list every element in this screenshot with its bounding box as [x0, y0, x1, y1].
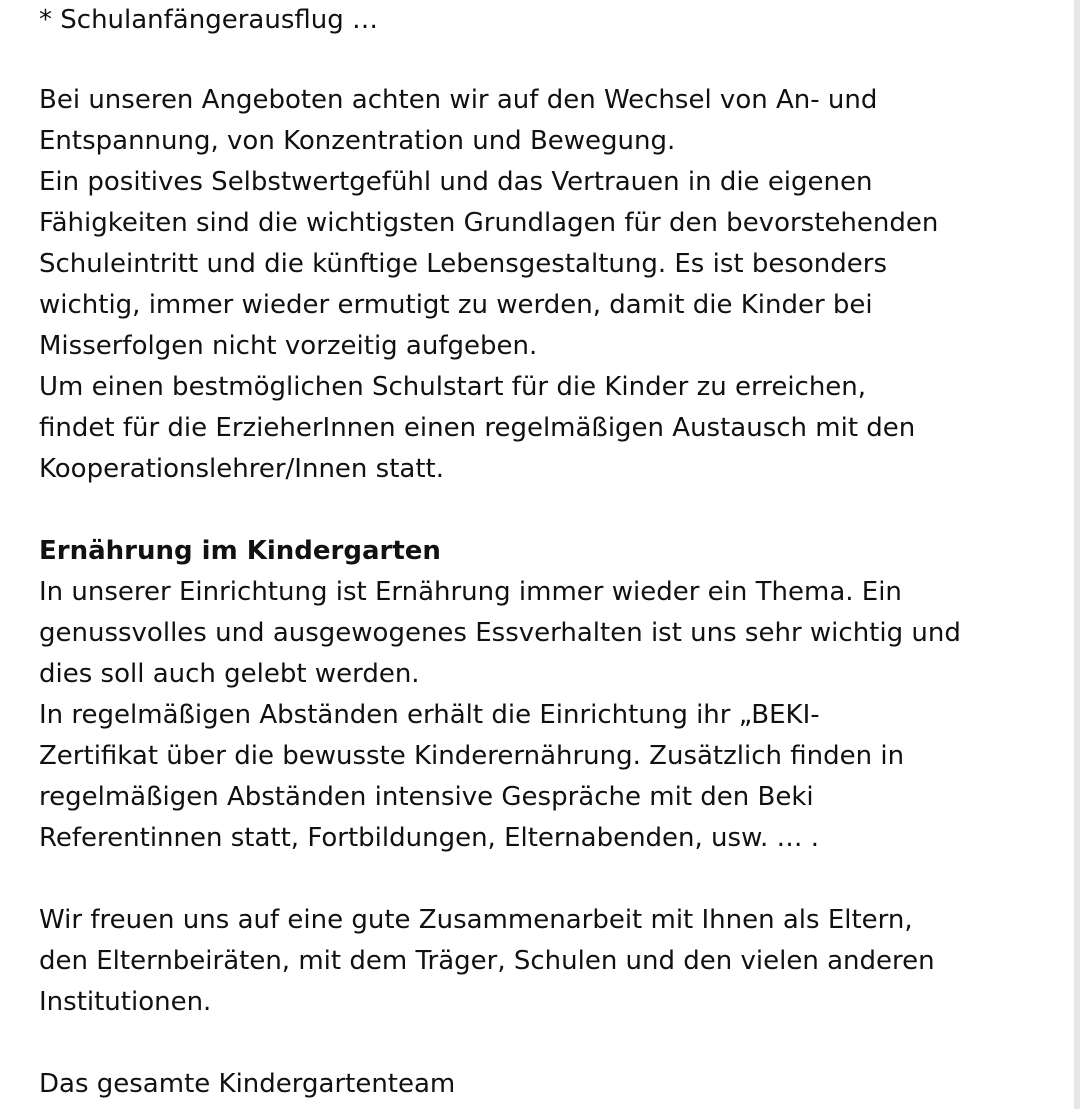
- paragraph-line: In regelmäßigen Abständen erhält die Einrichtung ihr „BEKI-: [39, 700, 820, 730]
- paragraph-line: den Elternbeiräten, mit dem Träger, Schulen und den vielen anderen: [39, 946, 935, 976]
- paragraph-line: Kooperationslehrer/Innen statt.: [39, 454, 444, 484]
- paragraph-line: findet für die ErzieherInnen einen regelmäßigen Austausch mit den: [39, 413, 916, 443]
- paragraph-line: Fähigkeiten sind die wichtigsten Grundlagen für den bevorstehenden: [39, 208, 939, 238]
- paragraph-line: Ein positives Selbstwertgefühl und das Vertrauen in die eigenen: [39, 167, 873, 197]
- paragraph-line: Um einen bestmöglichen Schulstart für die Kinder zu erreichen,: [39, 372, 867, 402]
- paragraph-line: dies soll auch gelebt werden.: [39, 659, 420, 689]
- paragraph-line: In unserer Einrichtung ist Ernährung immer wieder ein Thema. Ein: [39, 577, 902, 607]
- paragraph-line: Misserfolgen nicht vorzeitig aufgeben.: [39, 331, 538, 361]
- paragraph-line: regelmäßigen Abständen intensive Gespräche mit den Beki: [39, 782, 814, 812]
- paragraph-line: Wir freuen uns auf eine gute Zusammenarbeit mit Ihnen als Eltern,: [39, 905, 913, 935]
- section-heading: Ernährung im Kindergarten: [39, 536, 441, 566]
- paragraph-line: Bei unseren Angeboten achten wir auf den Wechsel von An- und: [39, 85, 878, 115]
- page-edge: [1074, 0, 1080, 1109]
- paragraph-line: Schuleintritt und die künftige Lebensgestaltung. Es ist besonders: [39, 249, 888, 279]
- signature-line: Das gesamte Kindergartenteam: [39, 1069, 456, 1099]
- paragraph-line: genussvolles und ausgewogenes Essverhalten ist uns sehr wichtig und: [39, 618, 961, 648]
- paragraph-line: Institutionen.: [39, 987, 212, 1017]
- paragraph-line: wichtig, immer wieder ermutigt zu werden, damit die Kinder bei: [39, 290, 873, 320]
- paragraph-line: Referentinnen statt, Fortbildungen, Elternabenden, usw. … .: [39, 823, 820, 853]
- paragraph-line: Entspannung, von Konzentration und Bewegung.: [39, 126, 676, 156]
- bullet-line: * Schulanfängerausflug …: [39, 5, 378, 35]
- paragraph-line: Zertifikat über die bewusste Kinderernährung. Zusätzlich finden in: [39, 741, 905, 771]
